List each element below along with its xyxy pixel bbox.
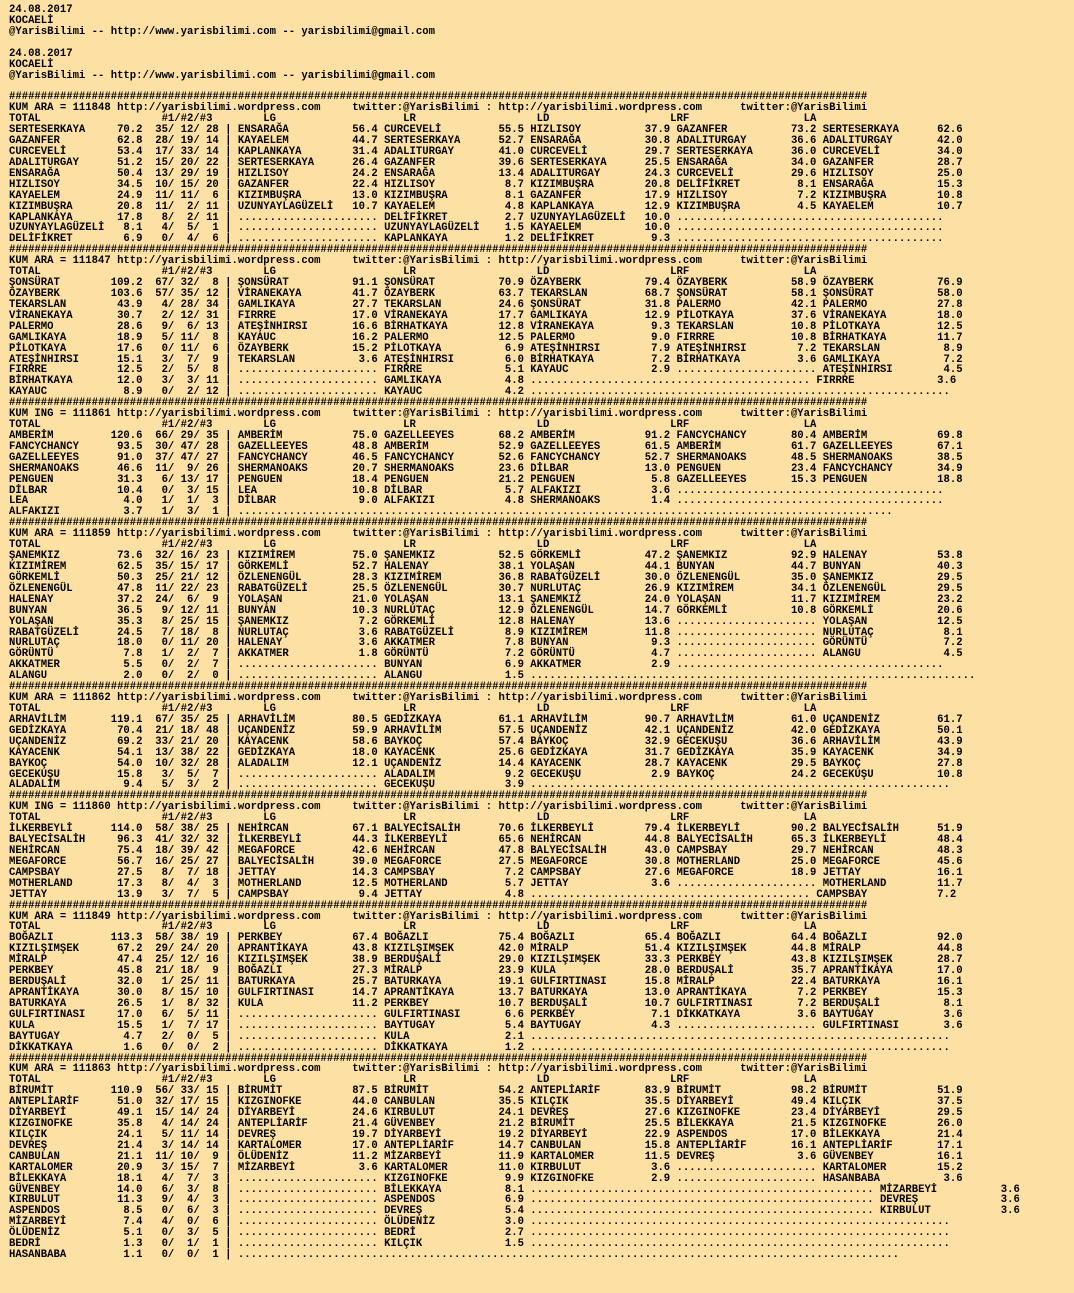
table-row: UÇANDENİZ 69.2 33/ 21/ 20 | KAYACENK 58.6 BAYKOÇ 57.4 BAYKOÇ 32.9 GECEKUŞU 36.6 ARHAVİLİM 43.9 — [9, 735, 963, 748]
table-row: BİLEKKAYA 18.1 4/ 7/ 3 | ...................... KIZGINOFKE 9.9 KIZGINOFKE 2.9 ...................... HASANBABA 3.6 — [9, 1172, 963, 1185]
table-row: HIZLISOY 34.5 10/ 15/ 20 | GAZANFER 22.4 HIZLISOY 8.7 KIZIMBUŞRA 20.8 DELİFİKRET 8.1 ENSARAĞA 15.3 — [9, 178, 963, 191]
table-row: AKKATMER 5.5 0/ 2/ 7 | ...................... BUNYAN 6.9 AKKATMER 2.9 .......................................... — [9, 659, 944, 672]
column-header: TOTAL #1/#2/#3 LG LR LD LRF LA — [9, 113, 817, 126]
table-row: DELİFİKRET 6.9 0/ 4/ 6 | ...................... KAPLANKAYA 1.2 DELİFİKRET 9.3 .......................................... — [9, 233, 944, 246]
table-row: ARHAVİLİM 119.1 67/ 35/ 25 | ARHAVİLİM 80.5 GEDİZKAYA 61.1 ARHAVİLİM 90.7 ARHAVİLİM 61.0 UÇANDENİZ 61.7 — [9, 713, 963, 726]
table-row: AMBERİM 120.6 66/ 29/ 35 | AMBERİM 75.0 GAZELLEEYES 68.2 AMBERİM 91.2 FANCYCHANCY 80.4 AMBERİM 69.8 — [9, 429, 963, 442]
separator-line: ####################################################################################################################################### — [9, 517, 868, 530]
table-row: ÖZLENENGÜL 47.8 11/ 22/ 23 | RABATGÜZELİ 25.5 ÖZLENENGÜL 30.7 NURLUTAÇ 26.9 KIZIMİREM 34.1 ÖZLENENGÜL 29.5 — [9, 582, 963, 595]
report-header — [9, 5, 1074, 92]
table-row: ENSARAĞA 50.4 13/ 29/ 19 | HIZLISOY 24.2 ENSARAĞA 13.4 ADALITURGAY 24.3 CURCEVELİ 29.6 HIZLISOY 25.0 — [9, 167, 963, 180]
table-row: BİRHATKAYA 12.0 3/ 3/ 11 | ...................... GAMLIKAYA 4.8 ............................................ FIRRRE 3.6 — [9, 375, 957, 388]
table-row: BERDUŞALİ 32.0 1/ 25/ 11 | BATURKAYA 25.7 BATURKAYA 19.1 GULFIRTINASI 15.8 MİRALP 22.4 BATURKAYA 16.1 — [9, 976, 963, 989]
separator-line: ####################################################################################################################################### — [9, 1052, 868, 1065]
separator-line: ####################################################################################################################################### — [9, 790, 868, 803]
table-row: APRANTİKAYA 30.0 8/ 15/ 10 | GULFIRTINASI 14.7 APRANTİKAYA 13.7 BATURKAYA 13.0 APRANTİKAYA 7.2 PERKBEY 15.3 — [9, 986, 963, 999]
header-line: KOCAELİ — [9, 14, 54, 27]
race-block — [9, 1054, 1074, 1262]
table-row: BEDRİ 1.3 0/ 1/ 1 | ...................... KILÇIK 1.5 .................................................................. — [9, 1238, 950, 1251]
table-row: DİKKATKAYA 1.6 0/ 0/ 2 | ...................... DİKKATKAYA 1.2 .................................................................. — [9, 1041, 950, 1054]
column-header: TOTAL #1/#2/#3 LG LR LD LRF LA — [9, 812, 817, 825]
table-row: ŞONSÜRAT 109.2 67/ 32/ 8 | ŞONSÜRAT 91.1 ŞONSÜRAT 70.9 ÖZAYBERK 79.4 ÖZAYBERK 58.9 ÖZAYBERK 76.9 — [9, 277, 963, 290]
table-row: GÜVENBEY 14.0 6/ 3/ 8 | ...................... BİLEKKAYA 8.1 ...................................................... MİZARBEYİ 3.6 — [9, 1183, 1020, 1196]
race-block — [9, 791, 1074, 900]
table-row: KAPLANKAYA 17.8 8/ 2/ 11 | ...................... DELİFİKRET 2.7 UZUNYAYLAGÜZELİ 10.0 .......................................... — [9, 211, 944, 224]
race-title: KUM ARA = 111859 http://yarisbilimi.wordpress.com twitter:@YarisBilimi : http://yarisbilimi.wordpress.com twitter:@YarisBilimi — [9, 528, 868, 541]
table-row: ADALITURGAY 51.2 15/ 20/ 22 | SERTESERKAYA 26.4 GAZANFER 39.6 SERTESERKAYA 25.5 ENSARAĞA 34.0 GAZANFER 28.7 — [9, 156, 963, 169]
separator-line: ####################################################################################################################################### — [9, 397, 868, 410]
table-row: CANBULAN 21.1 11/ 10/ 9 | ÖLÜDENİZ 11.2 MİZARBEYİ 11.9 KARTALOMER 11.5 DEVREŞ 3.6 GÜVENBEY 16.1 — [9, 1150, 963, 1163]
table-row: ALANGU 2.0 0/ 2/ 0 | ...................... ALANGU 1.5 ...................................................................... — [9, 670, 976, 683]
table-row: NURLUTAÇ 18.0 0/ 11/ 20 | HALENAY 3.6 AKKATMER 7.8 BUNYAN 9.3 ...................... GÖRÜNTÜ 7.2 — [9, 637, 963, 650]
table-row: ALADALIM 9.4 5/ 3/ 2 | ...................... GECEKUŞU 3.9 .................................................................. — [9, 779, 950, 792]
race-title: KUM ARA = 111863 http://yarisbilimi.wordpress.com twitter:@YarisBilimi : http://yarisbilimi.wordpress.com twitter:@YarisBilimi — [9, 1063, 868, 1076]
header-line: KOCAELİ — [9, 58, 54, 71]
table-row: DİYARBEYİ 49.1 15/ 14/ 24 | DİYARBEYİ 24.6 KIRBULUT 24.1 DEVREŞ 27.6 KIZGINOFKE 23.4 DİYARBEYİ 29.5 — [9, 1107, 963, 1120]
table-row: GÖRÜNTÜ 7.8 1/ 2/ 7 | AKKATMER 1.8 GÖRÜNTÜ 7.2 GÖRÜNTÜ 4.7 ...................... ALANGU 4.5 — [9, 648, 963, 661]
table-row: MEGAFORCE 56.7 16/ 25/ 27 | BALYECİSALİH 39.0 MEGAFORCE 27.5 MEGAFORCE 30.8 MOTHERLAND 25.0 MEGAFORCE 45.6 — [9, 855, 963, 868]
table-row: KIZIMİREM 62.5 35/ 15/ 17 | GÖRKEMLİ 52.7 HALENAY 38.1 YOLAŞAN 44.1 BUNYAN 44.7 BUNYAN 40.3 — [9, 561, 963, 574]
race-title: KUM ING = 111860 http://yarisbilimi.wordpress.com twitter:@YarisBilimi : http://yarisbilimi.wordpress.com twitter:@YarisBilimi — [9, 801, 868, 814]
column-header: TOTAL #1/#2/#3 LG LR LD LRF LA — [9, 1074, 817, 1087]
table-row: MOTHERLAND 17.3 8/ 4/ 3 | MOTHERLAND 12.5 MOTHERLAND 5.7 JETTAY 3.6 ...................... MOTHERLAND 11.7 — [9, 877, 963, 890]
table-row: GÖRKEMLİ 50.3 25/ 21/ 12 | ÖZLENENGÜL 28.3 KIZIMİREM 36.8 RABATGÜZELİ 30.0 ÖZLENENGÜL 35.0 ŞANEMKIZ 29.5 — [9, 571, 963, 584]
table-row: PERKBEY 45.8 21/ 18/ 9 | BOĞAZLI 27.3 MİRALP 23.9 KULA 28.0 BERDUŞALİ 35.7 APRANTİKAYA 17.0 — [9, 965, 963, 978]
table-row: GAZANFER 62.8 28/ 19/ 14 | KAYAELEM 44.7 SERTESERKAYA 52.7 ENSARAĞA 30.8 ADALITURGAY 36.6 ADALITURGAY 42.0 — [9, 135, 963, 148]
table-row: KIZILŞIMŞEK 67.2 29/ 24/ 20 | APRANTİKAYA 43.8 KIZILŞIMŞEK 42.0 MİRALP 51.4 KIZILŞIMŞEK 44.8 MİRALP 44.8 — [9, 943, 963, 956]
table-row: ÖZAYBERK 103.6 57/ 35/ 12 | VİRANEKAYA 41.7 ÖZAYBERK 63.7 TEKARSLAN 68.7 ŞONSÜRAT 58.1 ŞONSÜRAT 58.0 — [9, 287, 963, 300]
race-title: KUM ING = 111861 http://yarisbilimi.wordpress.com twitter:@YarisBilimi : http://yarisbilimi.wordpress.com twitter:@YarisBilimi — [9, 408, 868, 421]
header-line: 24.08.2017 — [9, 4, 73, 16]
table-row: KAYACENK 54.1 13/ 38/ 22 | GEDİZKAYA 18.0 KAYACENK 25.6 GEDİZKAYA 31.7 GEDİZKAYA 35.9 KAYACENK 34.9 — [9, 746, 963, 759]
table-row: GAZELLEEYES 91.0 37/ 47/ 27 | FANCYCHANCY 46.5 FANCYCHANCY 52.6 FANCYCHANCY 52.7 SHERMANOAKS 48.5 SHERMANOAKS 38.5 — [9, 451, 963, 464]
header-line: @YarisBilimi -- http://www.yarisbilimi.com -- yarisbilimi@gmail.com — [9, 25, 435, 38]
table-row: PİLOTKAYA 17.6 0/ 11/ 6 | ÖZAYBERK 15.2 PİLOTKAYA 6.9 ATEŞİNHIRSI 7.9 ATEŞİNHIRSI 7.2 TEKARSLAN 8.9 — [9, 342, 963, 355]
table-row: ANTEPLİARİF 51.0 32/ 17/ 15 | KIZGINOFKE 44.0 CANBULAN 35.5 KILÇIK 35.5 DİYARBEYİ 49.4 KILÇIK 37.5 — [9, 1096, 963, 1109]
race-block — [9, 92, 1074, 245]
table-row: ASPENDOS 8.5 0/ 6/ 3 | ...................... DEVREŞ 5.4 ...................................................... KIRBULUT 3.6 — [9, 1205, 1020, 1218]
table-row: FIRRRE 12.5 2/ 5/ 8 | ...................... FIRRRE 5.1 KAYAUC 2.9 ...................... ATEŞİNHIRSI 4.5 — [9, 364, 963, 377]
table-row: BALYECİSALİH 96.3 41/ 32/ 32 | İLKERBEYLİ 44.3 İLKERBEYLİ 65.6 NEHİRCAN 44.8 BALYECİSALİH 65.3 İLKERBEYLİ 48.4 — [9, 834, 963, 847]
table-row: KIZIMBUŞRA 20.8 11/ 2/ 11 | UZUNYAYLAGÜZELİ 10.7 KAYAELEM 4.8 KAPLANKAYA 12.9 KIZIMBUŞRA 4.5 KAYAELEM 10.7 — [9, 200, 963, 213]
table-row: ATEŞİNHIRSI 15.1 3/ 7/ 9 | TEKARSLAN 3.6 ATEŞİNHIRSI 6.0 BİRHATKAYA 7.2 BİRHATKAYA 3.6 GAMLIKAYA 7.2 — [9, 353, 963, 366]
race-block — [9, 518, 1074, 682]
table-row: GEDİZKAYA 70.4 21/ 18/ 48 | UÇANDENİZ 59.9 ARHAVİLİM 57.5 UÇANDENİZ 42.1 UÇANDENİZ 42.0 GEDİZKAYA 50.1 — [9, 724, 963, 737]
table-row: RABATGÜZELİ 24.5 7/ 18/ 8 | NURLUTAÇ 3.6 RABATGÜZELİ 8.9 KIZIMİREM 11.8 ...................... NURLUTAÇ 8.1 — [9, 626, 963, 639]
table-row: BATURKAYA 26.5 1/ 8/ 32 | KULA 11.2 PERKBEY 10.7 BERDUŞALİ 10.7 GULFIRTINASI 7.2 BERDUŞALİ 8.1 — [9, 997, 963, 1010]
race-block — [9, 398, 1074, 518]
separator-line: ####################################################################################################################################### — [9, 91, 868, 104]
table-row: FANCYCHANCY 93.5 30/ 47/ 28 | GAZELLEEYES 48.8 AMBERİM 52.9 GAZELLEEYES 61.5 AMBERİM 61.7 GAZELLEEYES 67.1 — [9, 440, 963, 453]
header-line: 24.08.2017 — [9, 47, 73, 60]
header-line — [9, 38, 1074, 49]
table-row: KIRBULUT 11.3 9/ 4/ 3 | ...................... ASPENDOS 6.9 ...................................................... DEVREŞ 3.6 — [9, 1194, 1020, 1207]
table-row: VİRANEKAYA 30.7 2/ 12/ 31 | FIRRRE 17.0 VİRANEKAYA 17.7 GAMLIKAYA 12.9 PİLOTKAYA 37.6 VİRANEKAYA 18.0 — [9, 309, 963, 322]
table-row: DİLBAR 10.4 0/ 3/ 15 | LEA 10.8 DİLBAR 5.7 ALFAKIZI 3.6 .......................................... — [9, 484, 944, 497]
race-title: KUM ARA = 111862 http://yarisbilimi.wordpress.com twitter:@YarisBilimi : http://yarisbilimi.wordpress.com twitter:@YarisBilimi — [9, 692, 868, 705]
table-row: CAMPSBAY 27.5 8/ 7/ 18 | JETTAY 14.3 CAMPSBAY 7.2 CAMPSBAY 27.6 MEGAFORCE 18.9 JETTAY 16.1 — [9, 866, 963, 879]
separator-line: ####################################################################################################################################### — [9, 899, 868, 912]
race-block — [9, 901, 1074, 1054]
table-row: BAYTUGAY 4.7 2/ 0/ 5 | ...................... KULA 2.1 .................................................................. — [9, 1030, 950, 1043]
table-row: KILÇIK 24.1 5/ 11/ 14 | DEVREŞ 19.7 DİYARBEYİ 19.2 DİYARBEYİ 22.9 ASPENDOS 17.0 BİLEKKAYA 21.4 — [9, 1128, 963, 1141]
separator-line: ####################################################################################################################################### — [9, 681, 868, 694]
table-row: YOLAŞAN 35.3 8/ 25/ 15 | ŞANEMKIZ 7.2 GÖRKEMLİ 12.8 HALENAY 13.6 ...................... YOLAŞAN 12.5 — [9, 615, 963, 628]
table-row: BAYKOÇ 54.0 10/ 32/ 28 | ALADALIM 12.1 UÇANDENİZ 14.4 KAYACENK 28.7 KAYACENK 29.5 BAYKOÇ 27.8 — [9, 757, 963, 770]
table-row: ŞANEMKIZ 73.6 32/ 16/ 23 | KIZIMİREM 75.0 ŞANEMKIZ 52.5 GÖRKEMLİ 47.2 ŞANEMKIZ 92.9 HALENAY 53.8 — [9, 550, 963, 563]
table-row: MİZARBEYİ 7.4 4/ 0/ 6 | ...................... ÖLÜDENİZ 3.0 .................................................................. — [9, 1216, 950, 1229]
table-row: GAMLIKAYA 18.9 5/ 11/ 8 | KAYAUC 16.2 PALERMO 12.5 PALERMO 9.0 FIRRRE 10.8 BİRHATKAYA 11.7 — [9, 331, 963, 344]
column-header: TOTAL #1/#2/#3 LG LR LD LRF LA — [9, 419, 817, 432]
table-row: KAYAELEM 24.9 11/ 11/ 6 | KIZIMBUŞRA 13.0 KIZIMBUŞRA 8.1 GAZANFER 17.9 HIZLISOY 7.2 KIZIMBUŞRA 10.8 — [9, 189, 963, 202]
column-header: TOTAL #1/#2/#3 LG LR LD LRF LA — [9, 703, 817, 715]
table-row: SERTESERKAYA 70.2 35/ 12/ 28 | ENSARAĞA 56.4 CURCEVELİ 55.5 HIZLISOY 37.9 GAZANFER 73.2 SERTESERKAYA 62.6 — [9, 124, 963, 137]
table-row: TEKARSLAN 43.9 4/ 28/ 34 | GAMLIKAYA 27.7 TEKARSLAN 24.6 ŞONSÜRAT 31.8 PALERMO 42.1 PALERMO 27.8 — [9, 298, 963, 311]
header-line: @YarisBilimi -- http://www.yarisbilimi.com -- yarisbilimi@gmail.com — [9, 69, 435, 82]
table-row: MİRALP 47.4 25/ 12/ 16 | KIZILŞIMŞEK 38.9 BERDUŞALİ 29.0 KIZILŞIMŞEK 33.3 PERKBEY 43.8 KIZILŞIMŞEK 28.7 — [9, 954, 963, 967]
table-row: KIZGINOFKE 35.8 4/ 14/ 24 | ANTEPLİARİF 21.4 GÜVENBEY 21.2 BİRUMİT 25.5 BİLEKKAYA 21.5 KIZGINOFKE 26.0 — [9, 1118, 963, 1131]
table-row: LEA 4.0 1/ 1/ 3 | DİLBAR 9.0 ALFAKIZI 4.8 SHERMANOAKS 1.4 .......................................... — [9, 495, 944, 508]
table-row: BUNYAN 36.5 9/ 12/ 11 | BUNYAN 10.3 NURLUTAÇ 12.9 ÖZLENENGÜL 14.7 GÖRKEMLİ 10.8 GÖRKEMLİ 20.6 — [9, 604, 963, 617]
table-row: HALENAY 37.2 24/ 6/ 9 | YOLAŞAN 21.0 YOLAŞAN 13.1 ŞANEMKIZ 24.0 YOLAŞAN 11.7 KIZIMİREM 23.2 — [9, 593, 963, 606]
separator-line: ####################################################################################################################################### — [9, 244, 868, 257]
table-row: GULFIRTINASI 17.0 6/ 5/ 11 | ...................... GULFIRTINASI 6.6 PERKBEY 7.1 DİKKATKAYA 3.6 BAYTUGAY 3.6 — [9, 1008, 963, 1021]
race-title: KUM ARA = 111848 http://yarisbilimi.wordpress.com twitter:@YarisBilimi : http://yarisbilimi.wordpress.com twitter:@YarisBilimi — [9, 102, 868, 115]
table-row: KARTALOMER 20.9 3/ 15/ 7 | MİZARBEYİ 3.6 KARTALOMER 11.0 KIRBULUT 3.6 ...................... KARTALOMER 15.2 — [9, 1161, 963, 1174]
table-row: BİRUMİT 110.9 56/ 33/ 15 | BİRUMİT 87.5 BİRUMİT 54.2 ANTEPLİARİF 83.9 BİRUMİT 98.2 BİRUMİT 51.9 — [9, 1085, 963, 1098]
table-row: KULA 15.5 1/ 7/ 17 | ...................... BAYTUGAY 5.4 BAYTUGAY 4.3 ...................... GULFIRTINASI 3.6 — [9, 1019, 963, 1032]
table-row: NEHİRCAN 75.4 18/ 39/ 42 | MEGAFORCE 42.6 NEHİRCAN 47.8 BALYECİSALİH 43.0 CAMPSBAY 29.7 NEHİRCAN 48.3 — [9, 844, 963, 857]
column-header: TOTAL #1/#2/#3 LG LR LD LRF LA — [9, 921, 817, 934]
table-row: İLKERBEYLİ 114.0 58/ 38/ 25 | NEHİRCAN 67.1 BALYECİSALİH 70.6 İLKERBEYLİ 79.4 İLKERBEYLİ 90.2 BALYECİSALİH 51.9 — [9, 823, 963, 836]
race-block — [9, 245, 1074, 398]
table-row: BOĞAZLI 113.3 58/ 38/ 19 | PERKBEY 67.4 BOĞAZLI 75.4 BOĞAZLI 65.4 BOĞAZLI 64.4 BOĞAZLI 92.0 — [9, 932, 963, 945]
race-title: KUM ARA = 111847 http://yarisbilimi.wordpress.com twitter:@YarisBilimi : http://yarisbilimi.wordpress.com twitter:@YarisBilimi — [9, 255, 868, 268]
table-row: UZUNYAYLAGÜZELİ 8.1 4/ 5/ 1 | ...................... UZUNYAYLAGÜZELİ 1.5 KAYAELEM 10.0 .......................................... — [9, 222, 944, 235]
race-title: KUM ARA = 111849 http://yarisbilimi.wordpress.com twitter:@YarisBilimi : http://yarisbilimi.wordpress.com twitter:@YarisBilimi — [9, 910, 868, 923]
table-row: ALFAKIZI 3.7 1/ 3/ 1 | ....................................................................................................... — [9, 506, 893, 519]
table-row: KAYAUC 8.9 0/ 2/ 12 | ...................... KAYAUC 4.2 .................................................................. — [9, 386, 950, 399]
race-block — [9, 682, 1074, 791]
column-header: TOTAL #1/#2/#3 LG LR LD LRF LA — [9, 539, 817, 552]
table-row: PENGUEN 31.3 6/ 13/ 17 | PENGUEN 18.4 PENGUEN 21.2 PENGUEN 5.8 GAZELLEEYES 15.3 PENGUEN 18.8 — [9, 473, 963, 486]
table-row: DEVREŞ 21.4 3/ 14/ 14 | KARTALOMER 17.0 ANTEPLİARİF 14.7 CANBULAN 15.8 ANTEPLİARİF 16.1 ANTEPLİARİF 17.1 — [9, 1139, 963, 1152]
table-row: JETTAY 13.9 3/ 7/ 5 | CAMPSBAY 9.4 JETTAY 4.8 ............................................ CAMPSBAY 7.2 — [9, 888, 957, 901]
column-header: TOTAL #1/#2/#3 LG LR LD LRF LA — [9, 266, 817, 279]
table-row: ÖLÜDENİZ 5.1 0/ 3/ 5 | ...................... BEDRİ 2.7 .................................................................. — [9, 1227, 950, 1240]
table-row: PALERMO 28.6 9/ 6/ 13 | ATEŞİNHIRSI 16.6 BİRHATKAYA 12.8 VİRANEKAYA 9.3 TEKARSLAN 10.8 PİLOTKAYA 12.5 — [9, 320, 963, 333]
table-row: HASANBABA 1.1 0/ 0/ 1 | ........................................................................................................ — [9, 1249, 900, 1262]
table-row: CURCEVELİ 53.4 17/ 33/ 14 | KAPLANKAYA 31.4 ADALITURGAY 41.0 CURCEVELİ 29.7 SERTESERKAYA 36.0 CURCEVELİ 34.0 — [9, 145, 963, 158]
table-row: SHERMANOAKS 46.6 11/ 9/ 26 | SHERMANOAKS 20.7 SHERMANOAKS 23.6 DİLBAR 13.0 PENGUEN 23.4 FANCYCHANCY 34.9 — [9, 462, 963, 475]
table-row: GECEKUŞU 15.8 3/ 5/ 7 | ...................... ALADALIM 9.2 GECEKUŞU 2.9 BAYKOÇ 24.2 GECEKUŞU 10.8 — [9, 768, 963, 781]
